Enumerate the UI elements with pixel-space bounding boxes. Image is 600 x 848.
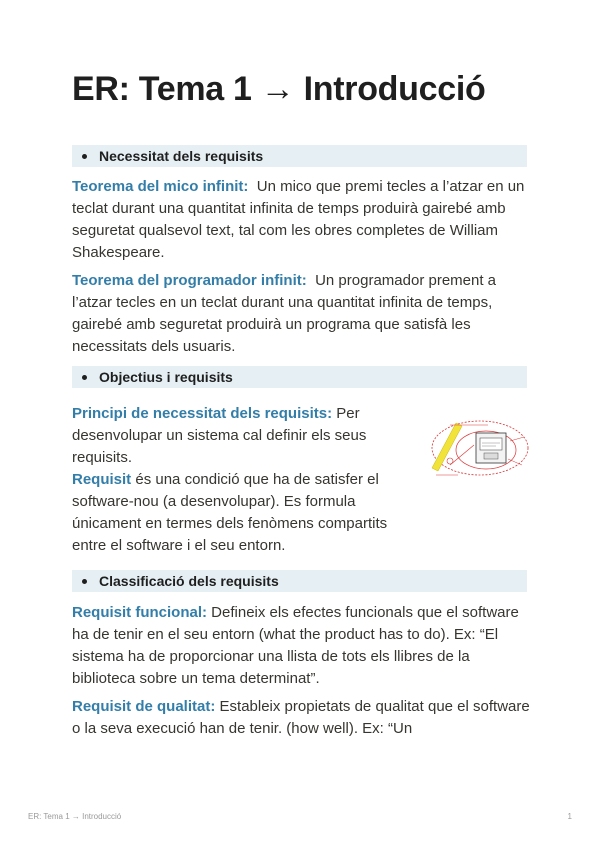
term-label: Requisit (72, 471, 132, 488)
paragraph-text: Defineix els efectes funcionals que el software ha de tenir en el seu entorn (what the product has to do). Ex: “El sistema ha de proporcionar una llista de tots els llibres de la biblioteca sobre un tema determinat”. (72, 604, 519, 687)
paragraph-text: és una condició que ha de satisfer el software-nou (a desenvolupar). Es formula únicament en termes dels fenòmens compartits entre el software i el seu entorn. (72, 471, 388, 554)
term-label: Teorema del mico infinit: (72, 178, 249, 195)
page-title: ER: Tema 1 → Introducció (72, 70, 486, 108)
requirements-diagram-image (428, 413, 532, 483)
section-heading-objectius (72, 366, 527, 388)
paragraph-requisit-funcional (72, 602, 530, 690)
paragraph-text: Per desenvolupar un sistema cal definir els seus requisits. (72, 405, 367, 466)
paragraph-text: Un mico que premi tecles a l’atzar en un teclat durant una quantitat infinita de temps produirà gairebé amb seguretat qualsevol text, tal com les obres completes de William Shakespeare. (72, 178, 525, 261)
term-label: Requisit de qualitat: (72, 698, 216, 715)
section-heading-necessitat (72, 145, 527, 167)
bullet-icon (82, 375, 87, 380)
section-heading-label: Objectius i requisits (99, 369, 233, 385)
footer-title: ER: Tema 1 → Introducció (28, 812, 122, 821)
footer-page-number: 1 (567, 812, 572, 821)
paragraph-teorema-programador (72, 270, 530, 358)
section-heading-classificacio (72, 570, 527, 592)
term-label: Requisit funcional: (72, 604, 207, 621)
paragraph-teorema-mico (72, 176, 530, 264)
paragraph-text: Estableix propietats de qualitat que el software o la seva execució han de tenir. (how well). Ex: “Un (72, 698, 530, 737)
bullet-icon (82, 579, 87, 584)
bullet-icon (82, 154, 87, 159)
term-label: Teorema del programador infinit: (72, 272, 307, 289)
paragraph-principi (72, 403, 407, 469)
section-heading-label: Classificació dels requisits (99, 573, 279, 589)
term-label: Principi de necessitat dels requisits: (72, 405, 333, 422)
paragraph-requisit-qualitat (72, 696, 530, 740)
paragraph-text: Un programador prement a l’atzar tecles en un teclat durant una quantitat infinita de temps, gairebé amb seguretat produirà un programa que satisfà les necessitats dels usuaris. (72, 272, 497, 355)
section-heading-label: Necessitat dels requisits (99, 148, 264, 164)
paragraph-requisit (72, 469, 407, 557)
